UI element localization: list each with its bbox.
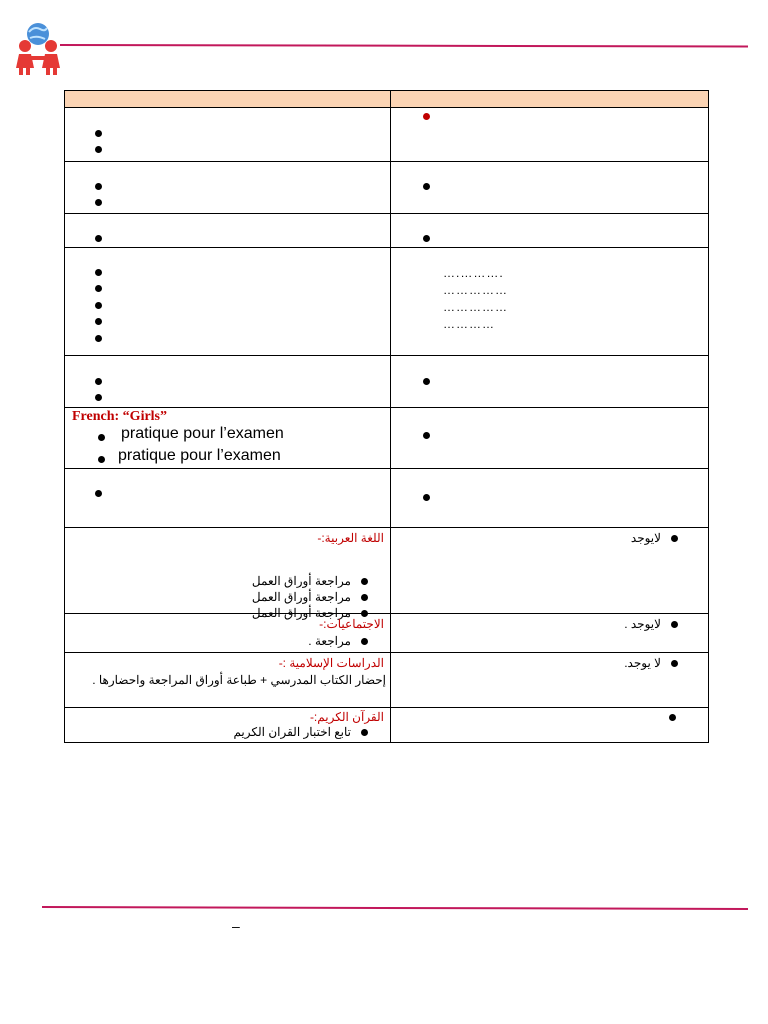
table-row [65,653,709,708]
bullet-icon [361,729,368,736]
list-item: مراجعة أوراق العمل [252,606,368,620]
list-item: مراجعة أوراق العمل [252,574,368,588]
list-item: لايوجد . [624,617,678,631]
arabic-subject-title: اللغة العربية:- [317,531,384,545]
list-item: لا يوجد. [624,656,678,670]
bullet-icon [95,130,102,137]
french-title: French: “Girls” [72,409,168,424]
bullet-icon [423,432,430,439]
bullet-icon [95,146,102,153]
bullet-icon [95,318,102,325]
table-row [65,162,709,214]
table-row [65,356,709,408]
bullet-icon [95,335,102,342]
bullet-icon [361,578,368,585]
french-line: pratique pour l’examen [121,425,284,442]
footer-rule [42,906,748,909]
header-cell-right [391,91,709,108]
arabic-subject-title: القرآن الكريم:- [309,710,384,724]
bullet-icon [95,199,102,206]
list-item: لايوجد [631,531,678,545]
bullet-icon [669,714,676,721]
header-rule [60,44,748,47]
bullet-icon [423,183,430,190]
table-header-row [65,91,709,108]
table-row [65,248,709,356]
bullet-icon [361,638,368,645]
bullet-icon [95,183,102,190]
kids-logo-icon [12,20,64,76]
header-cell-left [65,91,391,108]
dotted-line: …………… [443,283,508,297]
arabic-subject-title: الدراسات الإسلامية :- [278,656,384,670]
table-row [65,108,709,162]
table-row [65,408,709,469]
table-row [65,469,709,528]
bullet-icon [95,235,102,242]
list-item: مراجعة . [308,634,368,648]
bullet-icon [361,594,368,601]
bullet-icon [95,378,102,385]
bullet-icon [671,535,678,542]
homework-table [64,90,709,743]
table-row [65,614,709,653]
french-line: pratique pour l’examen [118,447,281,464]
bullet-icon [98,434,105,441]
bullet-icon [423,378,430,385]
bullet-icon [95,285,102,292]
bullet-icon [95,302,102,309]
dotted-line: …………… [443,300,508,314]
table-row [65,528,709,614]
bullet-icon [98,456,105,463]
footer-dash: – [232,918,240,934]
bullet-icon [95,490,102,497]
dotted-line: ………… [443,317,495,331]
list-item: مراجعة أوراق العمل [252,590,368,604]
table-row [65,214,709,248]
bullet-icon [423,235,430,242]
dotted-line: ….………. [443,266,504,280]
table-row [65,708,709,743]
list-item: تابع اختبار القران الكريم [233,725,368,739]
bullet-icon [95,394,102,401]
bullet-icon [423,113,430,120]
bullet-icon [671,621,678,628]
bullet-icon [423,494,430,501]
arabic-subject-title: الاجتماعيات:- [319,617,384,631]
bullet-icon [671,660,678,667]
arabic-text: إحضار الكتاب المدرسي + طباعة أوراق المراجعة واحضارها . [92,673,386,687]
bullet-icon [95,269,102,276]
